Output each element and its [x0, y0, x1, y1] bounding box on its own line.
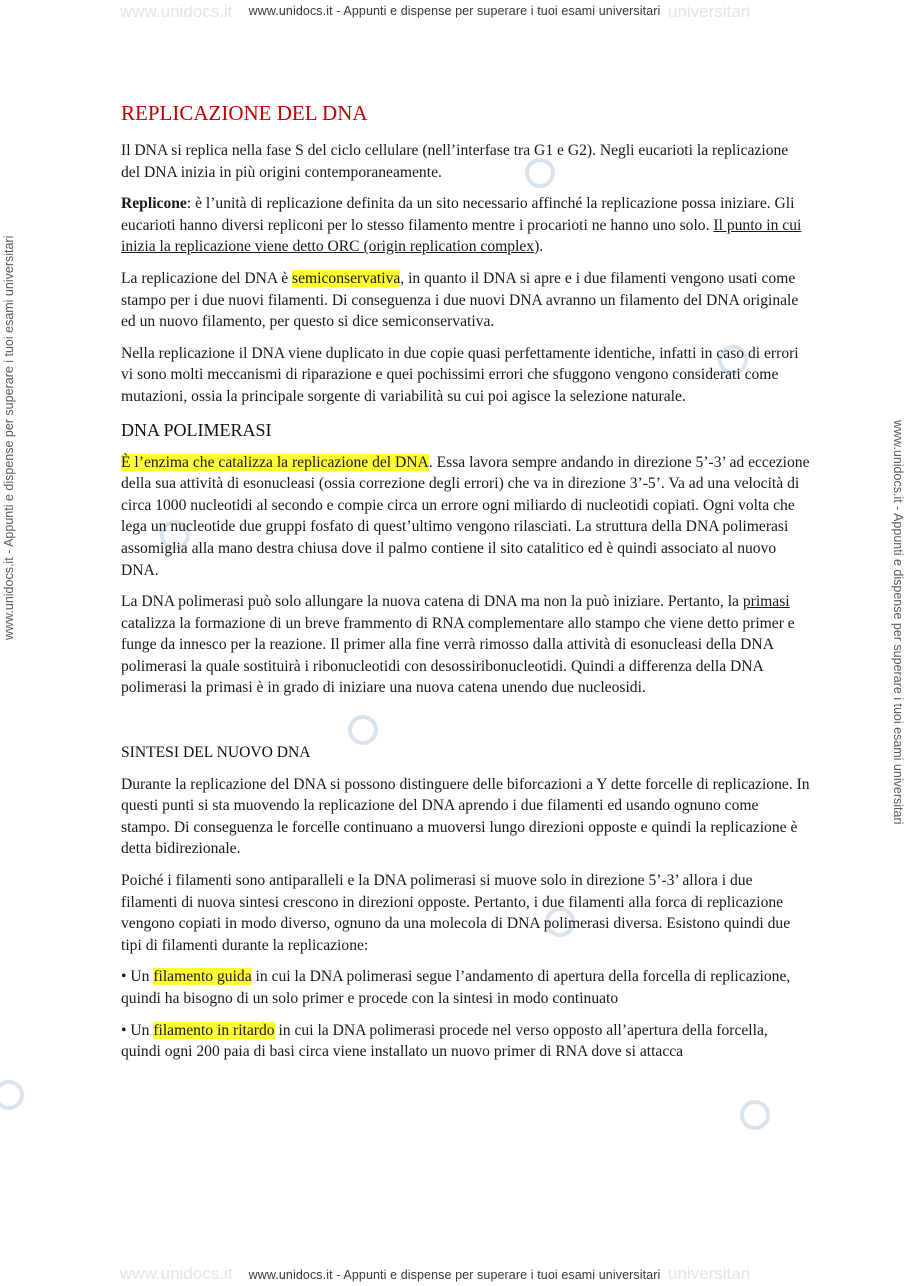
bullet-filamento-guida: [121, 966, 811, 1009]
paragraph-forcelle: Durante la replicazione del DNA si possono distinguere delle biforcazioni a Y dette forcelle di replicazione. In questi punti si sta muovendo la replicazione del DNA aprendo i due filamenti ed usando ognuno come stampo. Di conseguenza le forcelle continuano a muoversi lungo direzioni opposte e quindi la replicazione è detta bidirezionale.: [121, 775, 810, 858]
paragraph-mutazioni: Nella replicazione il DNA viene duplicato in due copie quasi perfettamente identiche, infatti in caso di errori vi sono molti meccanismi di riparazione e quei pochissimi errori che sfuggono vengono considerati come mutazioni, ossia la principale sorgente di variabilità su cui poi agisce la selezione naturale.: [121, 344, 799, 405]
watermark-ghost-bottom-left: www.unidocs.it: [120, 1264, 233, 1283]
watermark-logo-icon: [740, 1100, 770, 1130]
paragraph-intro: Il DNA si replica nella fase S del ciclo cellulare (nell’interfase tra G1 e G2). Negli eucarioti la replicazione del DNA inizia in più origini contemporaneamente.: [121, 142, 789, 181]
underlined-primasi: primasi: [742, 593, 790, 611]
bullet-filamento-ritardo: [121, 1020, 811, 1063]
bullet-guida-before: • Un: [121, 968, 154, 986]
paragraph-primasi: [121, 591, 811, 699]
watermark-ghost-top-right: universitari: [668, 2, 751, 21]
primasi-before: La DNA polimerasi può solo allungare la nuova catena di DNA ma non la può iniziare. Pertanto, la: [121, 593, 743, 611]
semiconservativa-after: , in quanto il DNA si apre e i due filamenti vengono usati come stampo per i due nuovi filamenti. Di conseguenza i due nuovi DNA avranno un filamento del DNA originale ed un nuovo filamento, per questo si dice semiconservativa.: [121, 269, 799, 331]
bullet-ritardo-after: in cui la DNA polimerasi procede nel verso opposto all’apertura della forcella, quindi ogni 200 paia di basi circa viene installato un nuovo primer di RNA dove si attacca: [121, 1021, 768, 1061]
watermark-header: www.unidocs.it - Appunti e dispense per superare i tuoi esami universitari: [248, 4, 661, 18]
watermark-ghost-top-left: www.unidocs.it: [120, 2, 233, 21]
underlined-orc: Il punto in cui inizia la replicazione viene detto ORC (origin replication complex: [121, 216, 802, 256]
document-body: [121, 100, 811, 1073]
highlight-filamento-guida: filamento guida: [153, 968, 252, 986]
highlight-semiconservativa: semiconservativa: [292, 269, 401, 287]
section-heading-sintesi: SINTESI DEL NUOVO DNA: [121, 744, 311, 762]
replicone-end: ).: [534, 238, 544, 256]
watermark-right-vertical: www.unidocs.it - Appunti e dispense per superare i tuoi esami universitari: [891, 420, 905, 825]
watermark-ghost-bottom-right: universitari: [668, 1264, 751, 1283]
paragraph-antiparalleli: Poiché i filamenti sono antiparalleli e la DNA polimerasi si muove solo in direzione 5’-3’ allora i due filamenti di nuova sintesi crescono in direzioni opposte. Pertanto, i due filamenti alla forca di replicazione vengono copiati in modo diverso, ognuno da una molecola di DNA polimerasi diversa. Esistono quindi due tipi di filamenti durante la replicazione:: [121, 872, 791, 954]
page-title: REPLICAZIONE DEL DNA: [121, 101, 368, 125]
semiconservativa-before: La replicazione del DNA è: [121, 269, 293, 287]
watermark-logo-icon: [0, 1080, 24, 1110]
paragraph-semiconservativa: [121, 268, 811, 333]
highlight-enzima: È l’enzima che catalizza la replicazione del DNA: [121, 453, 429, 471]
watermark-footer: www.unidocs.it - Appunti e dispense per superare i tuoi esami universitari: [248, 1268, 661, 1282]
bullet-guida-after: in cui la DNA polimerasi segue l’andamento di apertura della forcella di replicazione, quindi ha bisogno di un solo primer e procede con la sintesi in modo continuato: [121, 968, 791, 1007]
section-heading-polimerasi: DNA POLIMERASI: [121, 419, 272, 440]
spacer: [121, 709, 811, 742]
watermark-left-vertical: www.unidocs.it - Appunti e dispense per superare i tuoi esami universitari: [2, 235, 16, 640]
paragraph-polimerasi: [121, 452, 811, 582]
highlight-filamento-ritardo: filamento in ritardo: [153, 1021, 275, 1039]
paragraph-replicone: [121, 193, 811, 258]
primasi-after: catalizza la formazione di un breve frammento di RNA complementare allo stampo che viene detto primer e funge da innesco per la reazione. Il primer alla fine verrà rimosso dalla attività di esonucleasi della DNA polimerasi la quale sostituirà i ribonucleotidi con desossiribonucleotidi. Quindi a differenza della DNA polimerasi la primasi è in grado di iniziare una nuova catena unendo due nucleosidi.: [121, 614, 795, 697]
polimerasi-after: . Essa lavora sempre andando in direzione 5’-3’ ad eccezione della sua attività di esonucleasi (ossia correzione degli errori) che va in direzione 3’-5’. Va ad una velocità di circa 1000 nucleotidi al secondo e compie circa un errore ogni miliardo di nucleotidi copiati. Ogni volta che lega un nucleotide due gruppi fosfato di quest’ultimo vengono rilasciati. La struttura della DNA polimerasi assomiglia alla mano destra chiusa dove il palmo contiene il sito catalitico ed è quindi associato al nuovo DNA.: [121, 453, 810, 579]
bullet-ritardo-before: • Un: [121, 1021, 154, 1039]
replicone-text: : è l’unità di replicazione definita da un sito necessario affinché la replicazione possa iniziare. Gli eucarioti hanno diversi repliconi per lo stesso filamento mentre i procarioti ne hanno uno solo.: [121, 195, 795, 234]
term-replicone: Replicone: [121, 195, 187, 213]
